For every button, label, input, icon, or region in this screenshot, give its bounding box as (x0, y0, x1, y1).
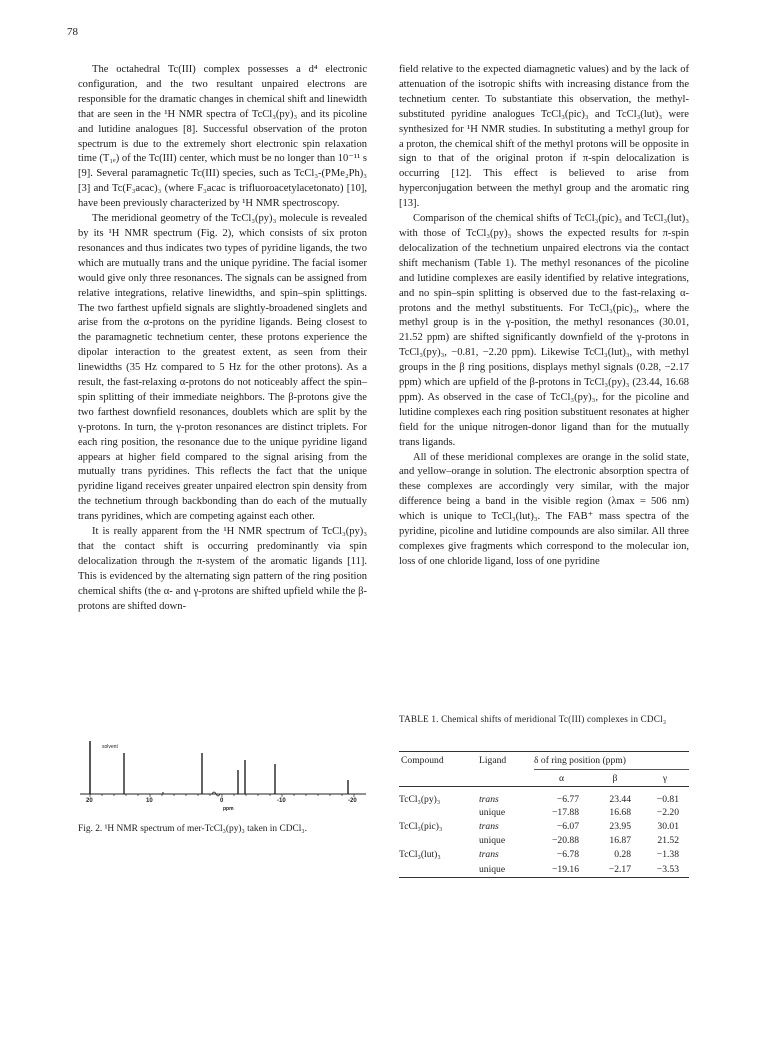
header-ligand: Ligand (479, 755, 507, 767)
tick-label-minus-10: -10 (277, 798, 286, 804)
header-shift: δ of ring position (ppm) (534, 755, 626, 766)
cell-gamma: 30.01 (657, 820, 679, 832)
left-paragraph-1: The octahedral Tc(III) complex possesses a d⁴ electronic configuration, and the two resultant unpaired electrons are responsible for the dramatic changes in chemical shift and linewidth that are seen in the ¹H NMR spectra of TcCl₃(py)₃ and its picoline and lutidine analogues [8]. Successful observation of the proton spectrum is due to the extremely short electronic spin relaxation time (T₁ₑ) of the Tc(III) center, which must be no longer than 10⁻¹¹ s [9]. Several paramagnetic Tc(III) species, such as TcCl₃-(PMe₂Ph)₃ [3] and Tc(F₃acac)₃ (where F₃acac is trifluoroacetylacetonato) [10], have been previously characterized by ¹H NMR spectroscopy. (78, 64, 367, 210)
header-compound: Compound (401, 755, 444, 767)
tick-label-0: 0 (220, 798, 224, 804)
table-caption: TABLE 1. Chemical shifts of meridional Tc(III) complexes in CDCl₃ (399, 714, 667, 724)
cell-ligand: unique (479, 834, 506, 846)
right-paragraph-1: field relative to the expected diamagnetic values) and by the lack of attenuation of the isotropic shifts with increasing distance from the technetium center. To substantiate this observation, the methyl-substituted pyridine analogues TcCl₃(pic)₃ and TcCl₃(lut)₃ were synthesized for ¹H NMR studies. In substituting a methyl group for a proton, the chemical shift of the methyl protons will be opposite in sign to that of the original proton if π-spin delocalization is occurring [12]. This effect is believed to arise from hyperconjugation between the methyl group and the aromatic ring [13]. (399, 64, 689, 210)
table-row (399, 834, 689, 847)
left-column-text (78, 63, 367, 615)
cell-alpha: −6.07 (556, 820, 579, 832)
cell-alpha: −6.78 (556, 848, 579, 860)
table-row (399, 862, 689, 878)
chemical-shift-table (399, 751, 689, 878)
tick-label-10: 10 (146, 798, 153, 804)
solvent-label: solvent (102, 744, 118, 750)
cell-ligand: trans (479, 820, 499, 832)
tick-label-20: 20 (86, 798, 93, 804)
cell-compound (399, 834, 479, 847)
table-row (399, 819, 689, 834)
cell-gamma: −1.38 (656, 848, 679, 860)
nmr-spectrum-figure (78, 740, 368, 810)
cell-beta: −2.17 (608, 863, 631, 875)
cell-beta: 16.68 (609, 806, 631, 818)
table-row (399, 806, 689, 819)
cell-alpha: −20.88 (552, 834, 579, 846)
cell-alpha: −6.77 (556, 793, 579, 805)
cell-gamma: −2.20 (656, 806, 679, 818)
cell-beta: 23.95 (609, 820, 631, 832)
cell-ligand: trans (479, 848, 499, 860)
cell-ligand: trans (479, 793, 499, 805)
header-gamma: γ (641, 770, 689, 787)
cell-ligand: unique (479, 863, 506, 875)
cell-gamma: 21.52 (657, 834, 679, 846)
header-beta: β (589, 770, 641, 787)
right-paragraph-2: Comparison of the chemical shifts of TcCl₃(pic)₃ and TcCl₃(lut)₃ with those of TcCl₃(py)₃ shows the expected results for π-spin delocalization of the technetium unpaired electrons via the contact shift mechanism (Table 1). The methyl resonances of the picoline and lutidine complexes are easily identified by relative integrations, and no spin–spin splitting is observed due to the fast-relaxing α-protons and the methyl substituents. For TcCl₃(pic)₃, where the methyl group is in the γ-position, the methyl resonances (30.01, 21.52 ppm) are shifted significantly downfield of the γ-protons in TcCl₃(py)₃, −0.81, −2.20 ppm). Likewise TcCl₃(lut)₃, with methyl groups in the β ring positions, displays methyl signals (0.28, −2.17 ppm) which are upfield of the β-protons in TcCl₃(py)₃ (23.44, 16.68 ppm). As observed in the case of TcCl₃(py)₃, for the picoline and lutidine complexes each ring position substituent resonates at higher field for the unique nitrogen-donor ligand than for the mutually trans ligands. (399, 213, 689, 448)
figure-caption: Fig. 2. ¹H NMR spectrum of mer-TcCl₃(py)₃ taken in CDCl₃. (78, 824, 307, 834)
cell-ligand: unique (479, 806, 506, 818)
cell-compound: TcCl₃(pic)₃ (399, 820, 443, 832)
tick-label-minus-20: -20 (348, 798, 357, 804)
cell-compound: TcCl₃(py)₃ (399, 793, 441, 805)
left-paragraph-3: It is really apparent from the ¹H NMR spectrum of TcCl₃(py)₃ that the contact shift is occurring predominantly via spin delocalization through the π-system of the aromatic ligands [11]. This is evidenced by the alternating sign pattern of the ring position chemical shifts (the α- and γ-protons are shifted upfield while the β-protons are shifted down- (78, 526, 367, 612)
cell-compound (399, 862, 479, 878)
table-row (399, 793, 689, 806)
right-column-text (399, 63, 689, 570)
right-paragraph-3: All of these meridional complexes are orange in the solid state, and yellow–orange in solution. The electronic absorption spectra of these complexes are accordingly very similar, with the major difference being a band in the visible region (λmax = 506 nm) which is unique to TcCl₃(lut)₃. The FAB⁺ mass spectra of the pyridine, picoline and lutidine compounds are also similar. All three complexes give fragments which correspond to the molecular ion, loss of one chloride ligand, loss of one pyridine (399, 451, 689, 567)
cell-beta: 23.44 (609, 793, 631, 805)
header-alpha: α (534, 770, 589, 787)
cell-gamma: −0.81 (656, 793, 679, 805)
cell-compound (399, 806, 479, 819)
left-paragraph-2: The meridional geometry of the TcCl₃(py)₃ molecule is revealed by its ¹H NMR spectrum (Fig. 2), which consists of six proton resonances and thus indicates two types of pyridine ligands, the two which are mutually trans and the unique pyridine. The facial isomer would give only three resonances. The signals can be assigned from relative integrations, relative linewidths, and spin–spin splittings. The two farthest upfield signals are slightly-broadened singlets and arise from the α-protons on the pyridine ligands. Being closest to the paramagnetic technetium center, these protons experience the dipolar interaction to the greatest extent, as seen from their linewidths (35 Hz compared to 5 Hz for the other protons). As a result, the fast-relaxing α-protons do not noticeably affect the spin–spin splitting of their immediate neighbors. The β-protons give the two farthest downfield resonances, doublets which are split by the γ-protons. In turn, the γ-proton resonances are distinct triplets. For each ring position, the resonance due to the unique pyridine ligand appears at higher field compared to the signal arising from the mutually trans pyridines. This reflects the fact that the unique pyridine ligand receives greater unpaired electron spin density from the technetium through backbonding than do each of the mutually trans pyridines, which are competing against each other. (78, 213, 367, 523)
cell-beta: 0.28 (614, 848, 631, 860)
cell-beta: 16.87 (609, 834, 631, 846)
axis-unit-label: ppm (223, 806, 234, 812)
table-row (399, 847, 689, 862)
page-number: 78 (67, 26, 78, 38)
cell-alpha: −19.16 (552, 863, 579, 875)
cell-gamma: −3.53 (656, 863, 679, 875)
cell-compound: TcCl₃(lut)₃ (399, 848, 441, 860)
cell-alpha: −17.88 (552, 806, 579, 818)
